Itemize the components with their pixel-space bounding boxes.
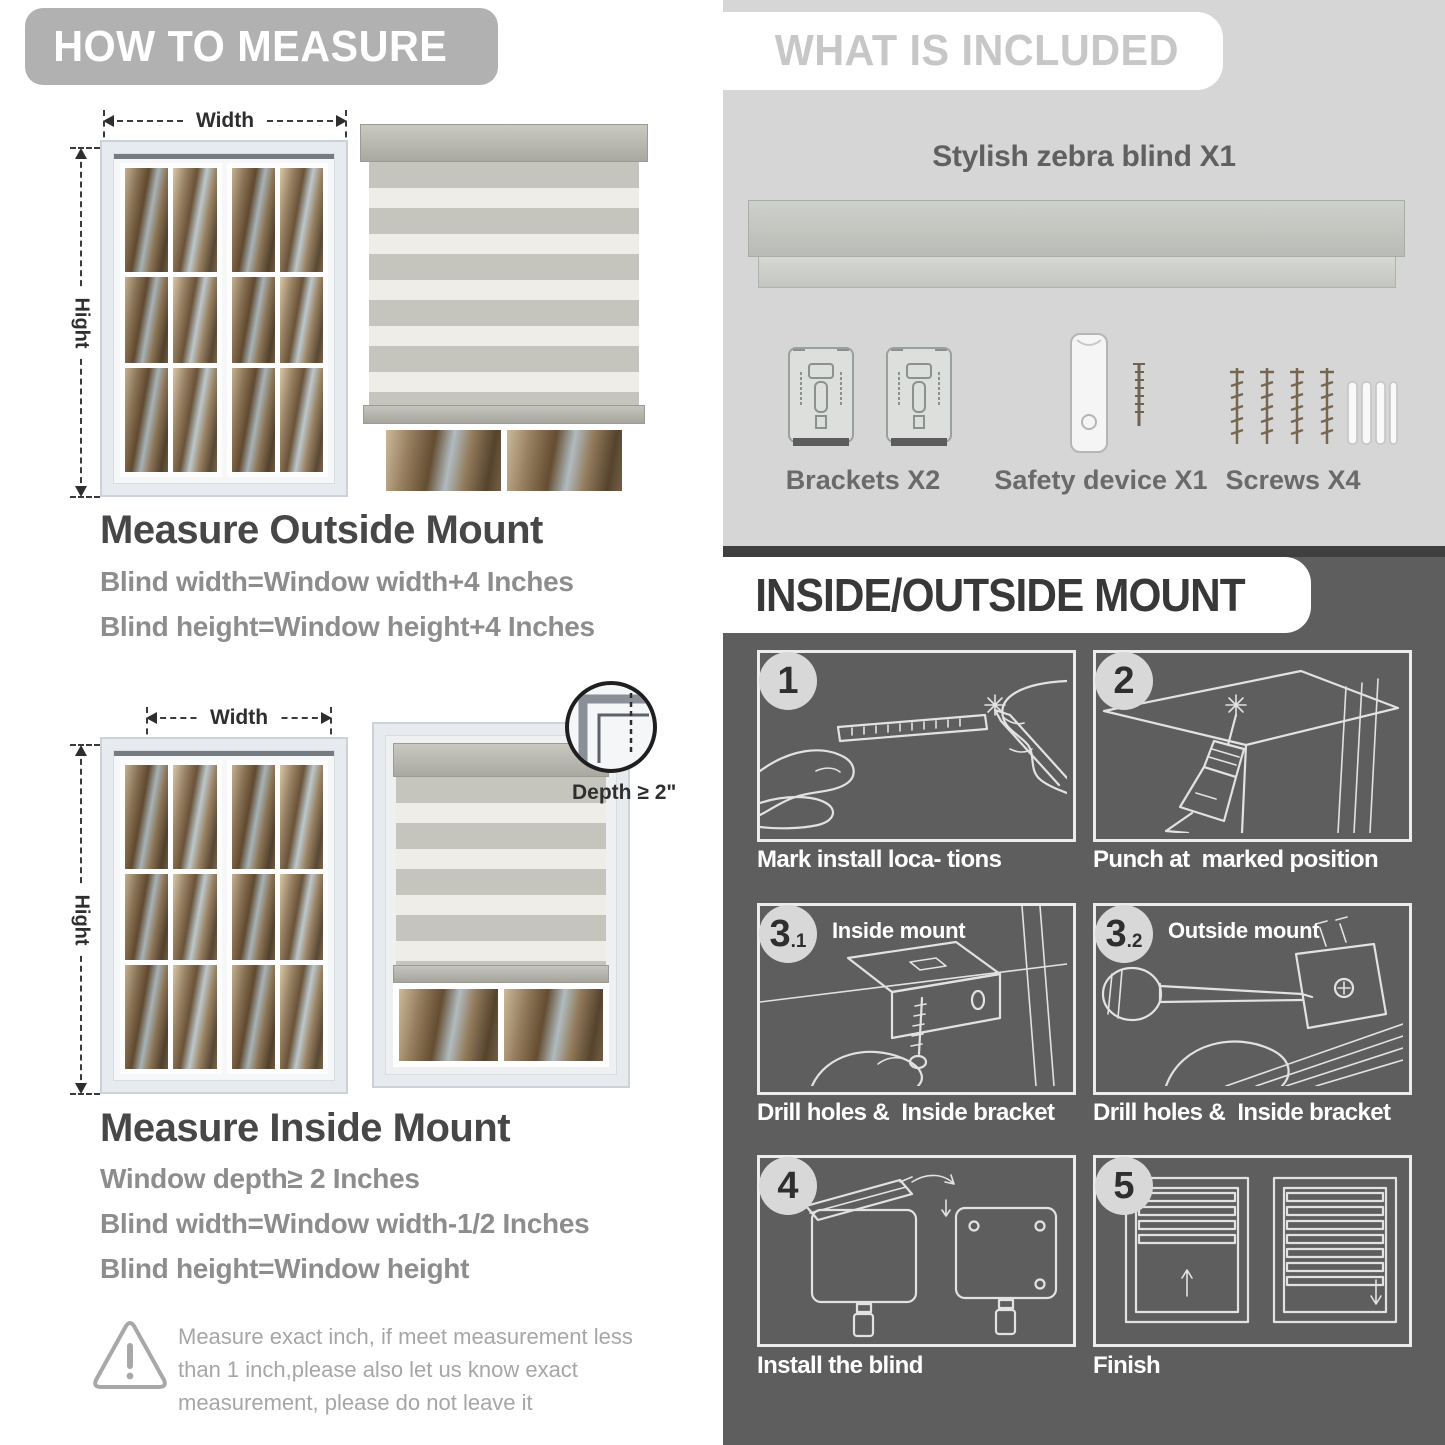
safety-device-image (1053, 330, 1173, 460)
window-pane (125, 277, 168, 363)
how-to-measure-title: HOW TO MEASURE (53, 22, 448, 71)
window-pane (173, 168, 216, 272)
blind-fabric-stripes (369, 162, 639, 405)
section-divider (723, 546, 1445, 557)
how-to-measure-header (25, 8, 498, 85)
inside-mount-rule-depth: Window depth≥ 2 Inches (100, 1163, 420, 1194)
window-pane (125, 368, 168, 472)
window-pane (125, 965, 168, 1069)
window-photo-inside (100, 737, 348, 1094)
step2-panel (1093, 650, 1412, 842)
mount-title: INSIDE/OUTSIDE MOUNT (755, 569, 1245, 621)
inside-mount-title: Measure Inside Mount (100, 1106, 511, 1150)
blind-bottom-rail (393, 965, 609, 983)
window-pane (280, 368, 323, 472)
what-is-included-title: WHAT IS INCLUDED (774, 26, 1179, 75)
step5-panel (1093, 1155, 1412, 1347)
step-number-badge: 3 .1 (759, 905, 817, 963)
guide-line (70, 147, 100, 149)
window-pane (125, 168, 168, 272)
window-pane (173, 874, 216, 960)
window-corner-detail (569, 685, 657, 773)
outside-mount-rule-height: Blind height=Window height+4 Inches (100, 611, 595, 642)
blind-cassette (360, 124, 648, 162)
zebra-blind-inside-illustration (372, 722, 630, 1088)
guide-line (70, 744, 100, 746)
window-pane (173, 765, 216, 869)
outside-mount-rule-width: Blind width=Window width+4 Inches (100, 566, 574, 597)
width-label: Width (200, 706, 278, 730)
window-bottom-fragment (393, 983, 609, 1067)
window-pane (504, 989, 603, 1061)
step3-2-caption: Drill holes & Inside bracket (1093, 1099, 1391, 1126)
measurement-warning-text: Measure exact inch, if meet measurement less than 1 inch,please also let us know exact measurement, please do not leave it (178, 1324, 633, 1415)
brackets-label: Brackets X2 (785, 465, 941, 495)
window-pane (232, 277, 275, 363)
window-pane (386, 430, 501, 491)
inside-mount-rule-width: Blind width=Window width-1/2 Inches (100, 1208, 590, 1239)
window-pane (232, 368, 275, 472)
height-measure-arrow-inside (70, 745, 110, 1094)
window-pane (280, 277, 323, 363)
window-sash (120, 163, 222, 477)
window-frame (113, 750, 335, 1081)
brackets-image (783, 342, 963, 454)
blind-fabric-stripes (396, 777, 606, 965)
window-pane (280, 765, 323, 869)
mount-header (723, 557, 1311, 633)
step3-1-panel (757, 903, 1076, 1095)
depth-magnifier-detail (565, 681, 657, 773)
height-measure-arrow (70, 148, 110, 497)
window-pane (399, 989, 498, 1061)
window-frame (113, 153, 335, 484)
window-photo-outside (100, 140, 348, 497)
window-pane (173, 277, 216, 363)
step1-panel (757, 650, 1076, 842)
window-sash (227, 760, 329, 1074)
step-number-badge: 2 (1095, 652, 1153, 710)
window-pane (232, 874, 275, 960)
inside-mount-rule-height: Blind height=Window height (100, 1253, 470, 1284)
step2-caption: Punch at marked position (1093, 846, 1379, 873)
outside-mount-title: Measure Outside Mount (100, 508, 543, 552)
width-label: Width (186, 109, 264, 133)
blind-bottom-rail (363, 405, 645, 424)
step4-caption: Install the blind (757, 1352, 923, 1379)
window-bottom-fragment (380, 424, 628, 497)
guide-line (70, 496, 100, 498)
window-pane (125, 874, 168, 960)
window-pane (232, 765, 275, 869)
window-pane (232, 965, 275, 1069)
warning-triangle-icon (90, 1318, 170, 1392)
arrow-up-icon (75, 148, 87, 159)
step3-2-panel (1093, 903, 1412, 1095)
blind-valance-image (758, 257, 1396, 288)
height-label: Hight (70, 886, 93, 953)
arrow-up-icon (75, 745, 87, 756)
step-number-badge: 3 .2 (1095, 905, 1153, 963)
screws-label: Screws X4 (1225, 465, 1361, 495)
step1-caption: Mark install loca- tions (757, 846, 1002, 873)
window-pane (232, 168, 275, 272)
window-pane (173, 965, 216, 1069)
what-is-included-header (723, 12, 1223, 90)
step5-caption: Finish (1093, 1352, 1161, 1379)
zebra-blind-count-label: Stylish zebra blind X1 (932, 140, 1236, 173)
window-pane (280, 965, 323, 1069)
window-pane (280, 874, 323, 960)
screws-image (1218, 360, 1398, 460)
guide-line (70, 1093, 100, 1095)
step3-1-title: Inside mount (832, 918, 966, 943)
window-pane (507, 430, 622, 491)
step4-panel (757, 1155, 1076, 1347)
window-sash (227, 163, 329, 477)
step3-1-caption: Drill holes & Inside bracket (757, 1099, 1055, 1126)
window-sash (120, 760, 222, 1074)
height-label: Hight (70, 289, 93, 356)
blind-headrail-image (748, 200, 1405, 257)
depth-label: Depth ≥ 2" (572, 781, 677, 804)
step-number-badge: 4 (759, 1157, 817, 1215)
window-pane (280, 168, 323, 272)
window-pane (173, 368, 216, 472)
step3-2-title: Outside mount (1168, 918, 1320, 943)
what-is-included-panel (723, 0, 1445, 546)
mount-instructions-panel (723, 557, 1445, 1445)
step-number-badge: 1 (759, 652, 817, 710)
zebra-blind-outside-illustration (360, 124, 648, 497)
safety-device-label: Safety device X1 (994, 465, 1208, 495)
step-number-badge: 5 (1095, 1157, 1153, 1215)
window-pane (125, 765, 168, 869)
